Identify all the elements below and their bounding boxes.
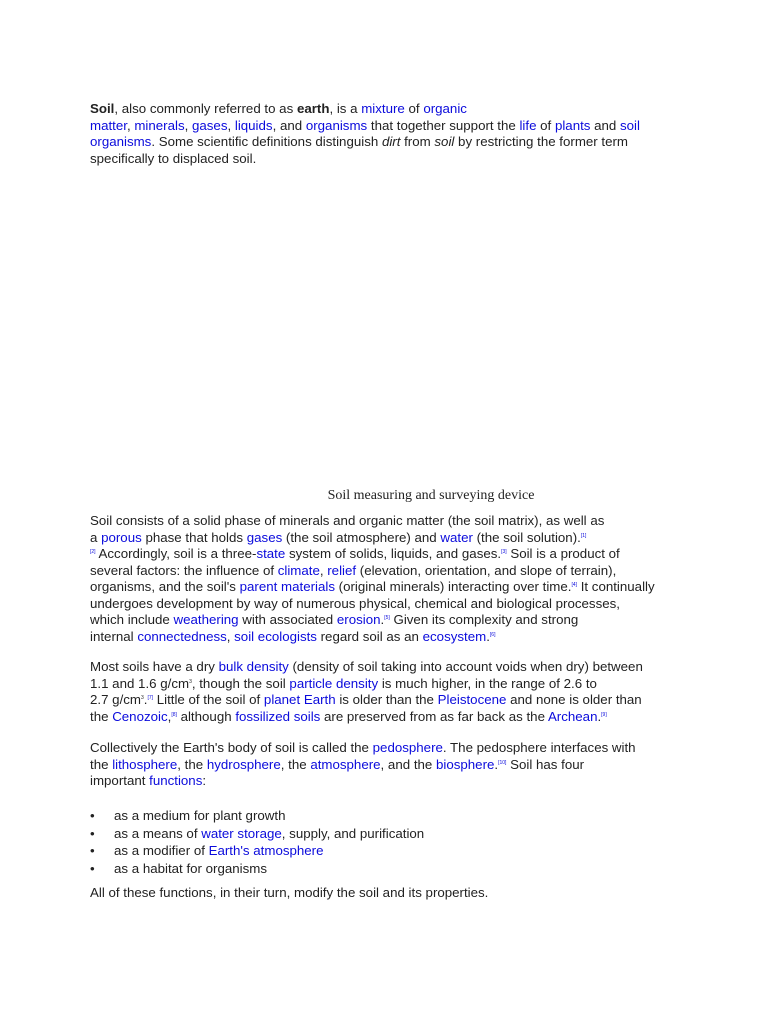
closing-paragraph: All of these functions, in their turn, modify the soil and its properties. <box>90 885 489 900</box>
functions-list <box>90 808 690 878</box>
ref-4[interactable]: [4] <box>571 582 578 588</box>
link-mixture[interactable]: mixture <box>361 101 405 116</box>
link-ecosystem[interactable]: ecosystem <box>422 628 487 644</box>
list-item: • as a medium for plant growth <box>90 808 690 826</box>
functions-list-container <box>90 808 690 878</box>
ref-3[interactable]: [3] <box>501 549 507 555</box>
list-item: • as a means of water storage, supply, and purification <box>90 826 690 844</box>
link-climate[interactable]: climate <box>277 562 320 578</box>
term-soil: Soil <box>90 101 115 116</box>
link-archean[interactable]: Archean <box>547 708 598 724</box>
link-liquids[interactable]: liquids <box>234 117 273 133</box>
link-weathering[interactable]: weathering <box>173 612 239 627</box>
link-fossilized-soils[interactable]: fossilized soils <box>235 708 321 724</box>
link-erosion[interactable]: erosion <box>336 612 381 627</box>
ref-7[interactable]: [7] <box>147 695 154 701</box>
link-connectedness[interactable]: connectedness <box>137 628 227 644</box>
link-organic-matter[interactable]: matter <box>90 117 127 133</box>
list-item: • as a habitat for organisms <box>90 861 690 879</box>
link-bulk-density[interactable]: bulk density <box>218 659 289 674</box>
image-caption: Soil measuring and surveying device <box>327 488 535 503</box>
link-water[interactable]: water <box>440 529 473 545</box>
link-earths-atmosphere[interactable]: Earth's atmosphere <box>208 843 324 858</box>
link-organic[interactable]: organic <box>423 101 467 116</box>
link-atmosphere[interactable]: atmosphere <box>310 756 381 772</box>
link-porous[interactable]: porous <box>101 529 142 545</box>
link-minerals[interactable]: minerals <box>134 117 185 133</box>
link-gases[interactable]: gases <box>191 117 228 133</box>
link-water-storage[interactable]: water storage <box>201 825 282 841</box>
paragraph-pedosphere: Collectively the Earth's body of soil is called the pedosphere. The pedosphere interfaces with the lithosphere, the hydrosphere, the atmosphere, and the biosphere.[10] Soil has four important functions: <box>90 740 636 788</box>
link-cenozoic[interactable]: Cenozoic <box>112 708 168 724</box>
link-biosphere[interactable]: biosphere <box>436 756 495 772</box>
link-functions[interactable]: functions <box>149 773 203 788</box>
list-item: • as a modifier of Earth's atmosphere <box>90 843 690 861</box>
link-relief[interactable]: relief <box>327 562 357 578</box>
link-organisms[interactable]: organisms <box>305 117 368 133</box>
term-earth: earth <box>296 101 330 116</box>
link-gases-2[interactable]: gases <box>246 529 283 545</box>
paragraph-composition: Soil consists of a solid phase of minerals and organic matter (the soil matrix), as well as a porous phase that holds gases (the soil atmosphere) and water (the soil solution).[1] [2] Accordingly, soil is a three-state system of solids, liquids, and gases.[3] Soil is a product of several factors: the influence of climate, relief (elevation, orientation, and slope of terrain), organisms, and the soil's parent materials (original minerals) interacting over time.[4] It continually undergoes development by way of numerous physical, chemical and biological processes, which include weathering with associated erosion.[5] Given its complexity and strong internal connectedness, soil ecologists regard soil as an ecosystem.[6] <box>90 513 655 644</box>
ref-8[interactable]: [8] <box>171 711 177 718</box>
link-lithosphere[interactable]: lithosphere <box>112 756 178 772</box>
ref-1[interactable]: [1] <box>580 532 587 539</box>
link-pleistocene[interactable]: Pleistocene <box>437 692 507 707</box>
link-soil-organisms[interactable]: soil <box>620 117 640 133</box>
link-parent-materials[interactable]: parent materials <box>239 579 335 594</box>
ref-6[interactable]: [6] <box>489 631 496 638</box>
ref-9[interactable]: [9] <box>601 711 607 718</box>
paragraph-density: Most soils have a dry bulk density (density of soil taking into account voids when dry) between 1.1 and 1.6 $g/cm^3$, though the soil particle density is much higher, in the range of 2.6 to 2.7 $g/cm^3.[7]$ Little of the soil of planet Earth is older than the Pleistocene and none is older than the Cenozoic,[8] although fossilized soils are preserved from as far back as the Archean.[9] <box>90 659 643 724</box>
link-particle-density[interactable]: particle density <box>289 675 379 691</box>
link-soil-ecologists[interactable]: soil ecologists <box>234 628 317 644</box>
link-pedosphere[interactable]: pedosphere <box>372 740 443 755</box>
ref-10[interactable]: [10] <box>498 759 507 766</box>
link-planet-earth[interactable]: planet Earth <box>263 692 336 707</box>
link-soil-organisms-cont[interactable]: organisms <box>90 134 152 149</box>
link-plants[interactable]: plants <box>554 117 591 133</box>
link-state[interactable]: state <box>256 546 286 561</box>
ref-5[interactable]: [5] <box>384 615 390 621</box>
ref-2[interactable]: [2] <box>90 549 96 555</box>
intro-paragraph: Soil, also commonly referred to as earth, is a mixture of organic matter, minerals, gases, liquids, and organisms that together support the life of plants and soil organisms. Some scientific definitions distinguish dirt from soil by restricting the former term specifically to displaced soil. <box>90 101 640 166</box>
link-life[interactable]: life <box>519 117 537 133</box>
link-hydrosphere[interactable]: hydrosphere <box>206 756 281 772</box>
